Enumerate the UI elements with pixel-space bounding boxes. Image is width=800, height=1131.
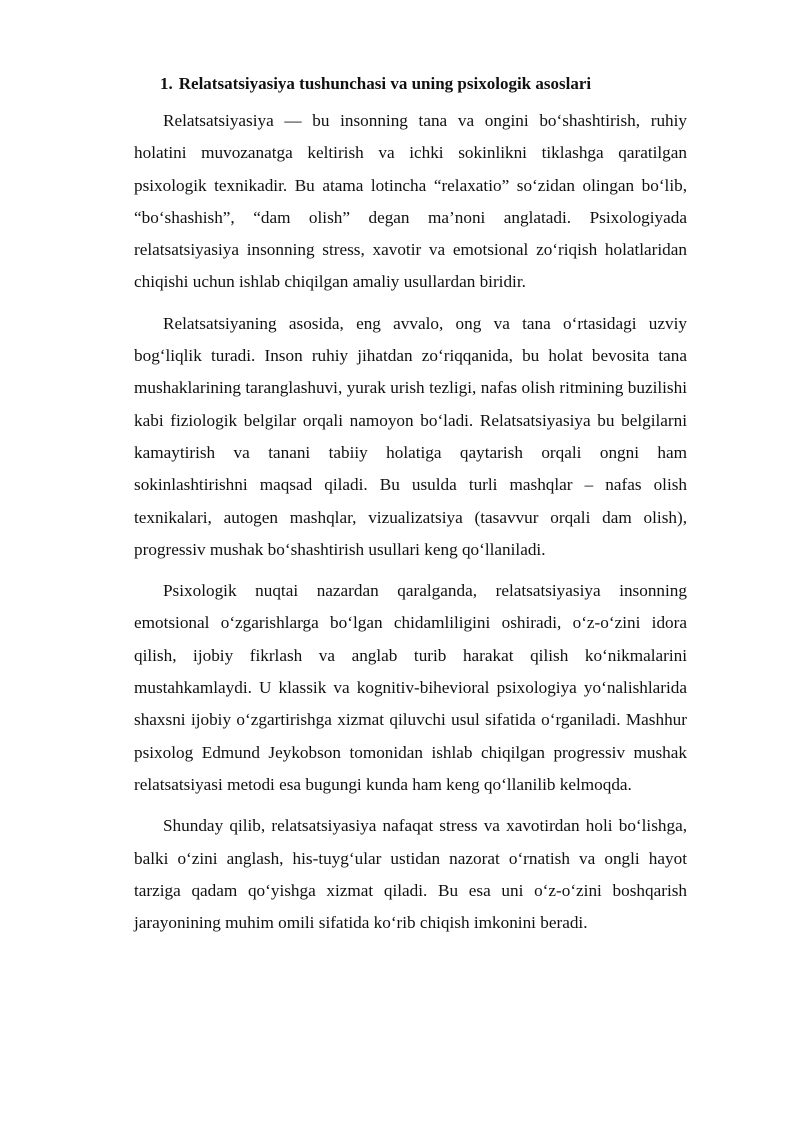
section-title: Relatsatsiyasiya tushunchasi va uning psixologik asoslari [178,74,592,93]
paragraph-definition: Relatsatsiyasiya — bu insonning tana va ongini bo‘shashtirish, ruhiy holatini muvozanatga keltirish va ichki sokinlikni tiklashga qaratilgan psixologik texnikadir. Bu atama lotincha “relaxatio” so‘zidan olingan bo‘lib, “bo‘shashish”, “dam olish” degan ma’noni anglatadi. Psixologiyada relatsatsiyasiya insonning stress, xavotir va emotsional zo‘riqish holatlaridan chiqishi uchun ishlab chiqilgan amaliy usullardan biridir. [134,111,687,292]
section-heading [134,68,687,99]
section-number: 1. [160,74,173,93]
paragraph-conclusion: Shunday qilib, relatsatsiyasiya nafaqat stress va xavotirdan holi bo‘lishga, balki o‘zini anglash, his-tuyg‘ular ustidan nazorat o‘rnatish va ongli hayot tarziga qadam qo‘yishga xizmat qiladi. Bu esa uni o‘z-o‘zini boshqarish jarayonining muhim omili sifatida ko‘rib chiqish imkonini beradi. [134,816,687,933]
paragraph-psychological-view: Psixologik nuqtai nazardan qaralganda, relatsatsiyasiya insonning emotsional o‘zgarishlarga bo‘lgan chidamliligini oshiradi, o‘z-o‘zini idora qilish, ijobiy fikrlash va anglab turib harakat qilish ko‘nikmalarini mustahkamlaydi. U klassik va kognitiv-bihevioral psixologiya yo‘nalishlarida shaxsni ijobiy o‘zgartirishga xizmat qiluvchi usul sifatida o‘rganiladi. Mashhur psixolog Edmund Jeykobson tomonidan ishlab chiqilgan progressiv mushak relatsatsiyasi metodi esa bugungi kunda ham keng qo‘llanilib kelmoqda. [134,581,687,794]
paragraph-mind-body: Relatsatsiyaning asosida, eng avvalo, ong va tana o‘rtasidagi uzviy bog‘liqlik turadi. Inson ruhiy jihatdan zo‘riqqanida, bu holat bevosita tana mushaklarining taranglashuvi, yurak urish tezligi, nafas olish ritmining buzilishi kabi fiziologik belgilar orqali namoyon bo‘ladi. Relatsatsiyasiya bu belgilarni kamaytirish va tanani tabiiy holatiga qaytarish orqali ongni ham sokinlashtirishni maqsad qiladi. Bu usulda turli mashqlar – nafas olish texnikalari, autogen mashqlar, vizualizatsiya (tasavvur orqali dam olish), progressiv mushak bo‘shashtirish usullari keng qo‘llaniladi. [134,313,687,559]
